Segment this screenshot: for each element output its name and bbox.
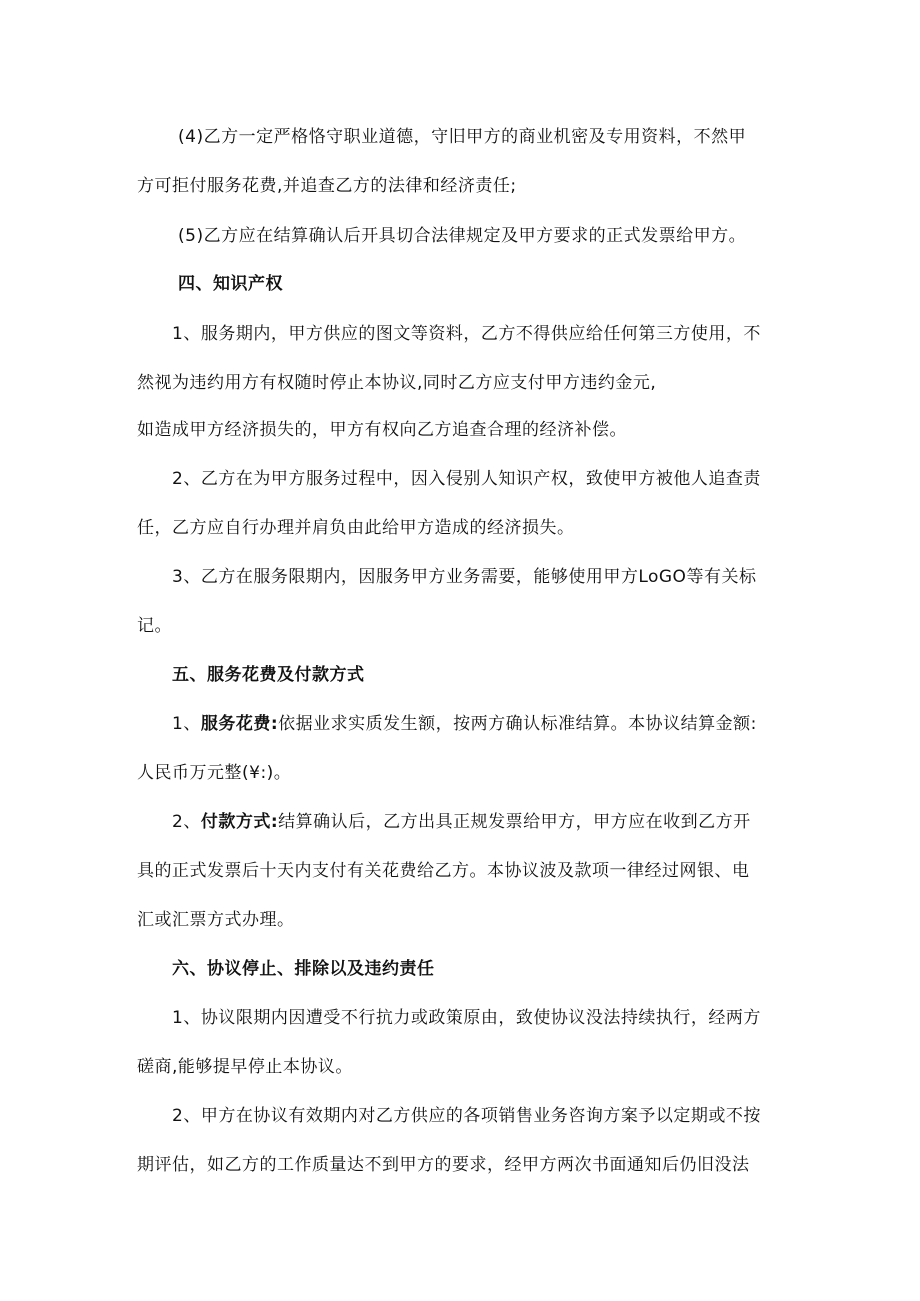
termination-clause-1-line-1: 1、协议限期内因遭受不行抗力或政策原由，致使协议没法持续执行，经两方 <box>172 1008 761 1028</box>
payment-clause-2-prefix: 2、 <box>172 812 201 832</box>
paragraph-5-line-1: (5)乙方应在结算确认后开具切合法律规定及甲方要求的正式发票给甲方。 <box>178 226 747 246</box>
fees-clause-1-text: 依据业求实质发生额，按两方确认标准结算。本协议结算金额: <box>278 714 757 734</box>
section-heading-termination: 六、协议停止、排除以及违约责任 <box>172 959 435 979</box>
section-heading-intellectual-property: 四、知识产权 <box>178 274 283 294</box>
paragraph-4-line-1: (4)乙方一定严格恪守职业道德，守旧甲方的商业机密及专用资料，不然甲 <box>178 127 747 147</box>
termination-clause-2-line-2: 期评估，如乙方的工作质量达不到甲方的要求，经甲方两次书面通知后仍旧没法 <box>137 1155 750 1175</box>
ip-clause-1-line-1: 1、服务期内，甲方供应的图文等资料，乙方不得供应给任何第三方使用，不 <box>172 324 761 344</box>
payment-clause-2-line-1 <box>172 811 751 833</box>
ip-clause-3-line-1: 3、乙方在服务限期内，因服务甲方业务需要，能够使用甲方LoGO等有关标 <box>172 567 757 587</box>
paragraph-4-line-2: 方可拒付服务花费,并追查乙方的法律和经济责任; <box>137 176 517 196</box>
payment-clause-2-label: 付款方式: <box>200 812 279 832</box>
fees-clause-1-prefix: 1、 <box>172 714 201 734</box>
termination-clause-1-line-2: 磋商,能够提早停止本协议。 <box>137 1057 353 1077</box>
payment-clause-2-line-3: 汇或汇票方式办理。 <box>137 910 295 930</box>
ip-clause-1-line-3: 如造成甲方经济损失的，甲方有权向乙方追查合理的经济补偿。 <box>137 420 627 440</box>
payment-clause-2-text: 结算确认后，乙方出具正规发票给甲方，甲方应在收到乙方开 <box>278 812 751 832</box>
ip-clause-2-line-1: 2、乙方在为甲方服务过程中，因入侵别人知识产权，致使甲方被他人追查责 <box>172 469 761 489</box>
fees-clause-1-line-2: 人民币万元整(¥:)。 <box>137 763 292 783</box>
section-heading-fees-payment: 五、服务花费及付款方式 <box>172 665 365 685</box>
ip-clause-1-line-2: 然视为违约用方有权随时停止本协议,同时乙方应支付甲方违约金元, <box>137 373 657 393</box>
fees-clause-1-line-1 <box>172 713 757 735</box>
ip-clause-2-line-2: 任，乙方应自行办理并肩负由此给甲方造成的经济损失。 <box>137 518 575 538</box>
termination-clause-2-line-1: 2、甲方在协议有效期内对乙方供应的各项销售业务咨询方案予以定期或不按 <box>172 1106 761 1126</box>
fees-clause-1-label: 服务花费: <box>200 714 279 734</box>
ip-clause-3-line-2: 记。 <box>137 616 172 636</box>
payment-clause-2-line-2: 具的正式发票后十天内支付有关花费给乙方。本协议波及款项一律经过网银、电 <box>137 861 750 881</box>
